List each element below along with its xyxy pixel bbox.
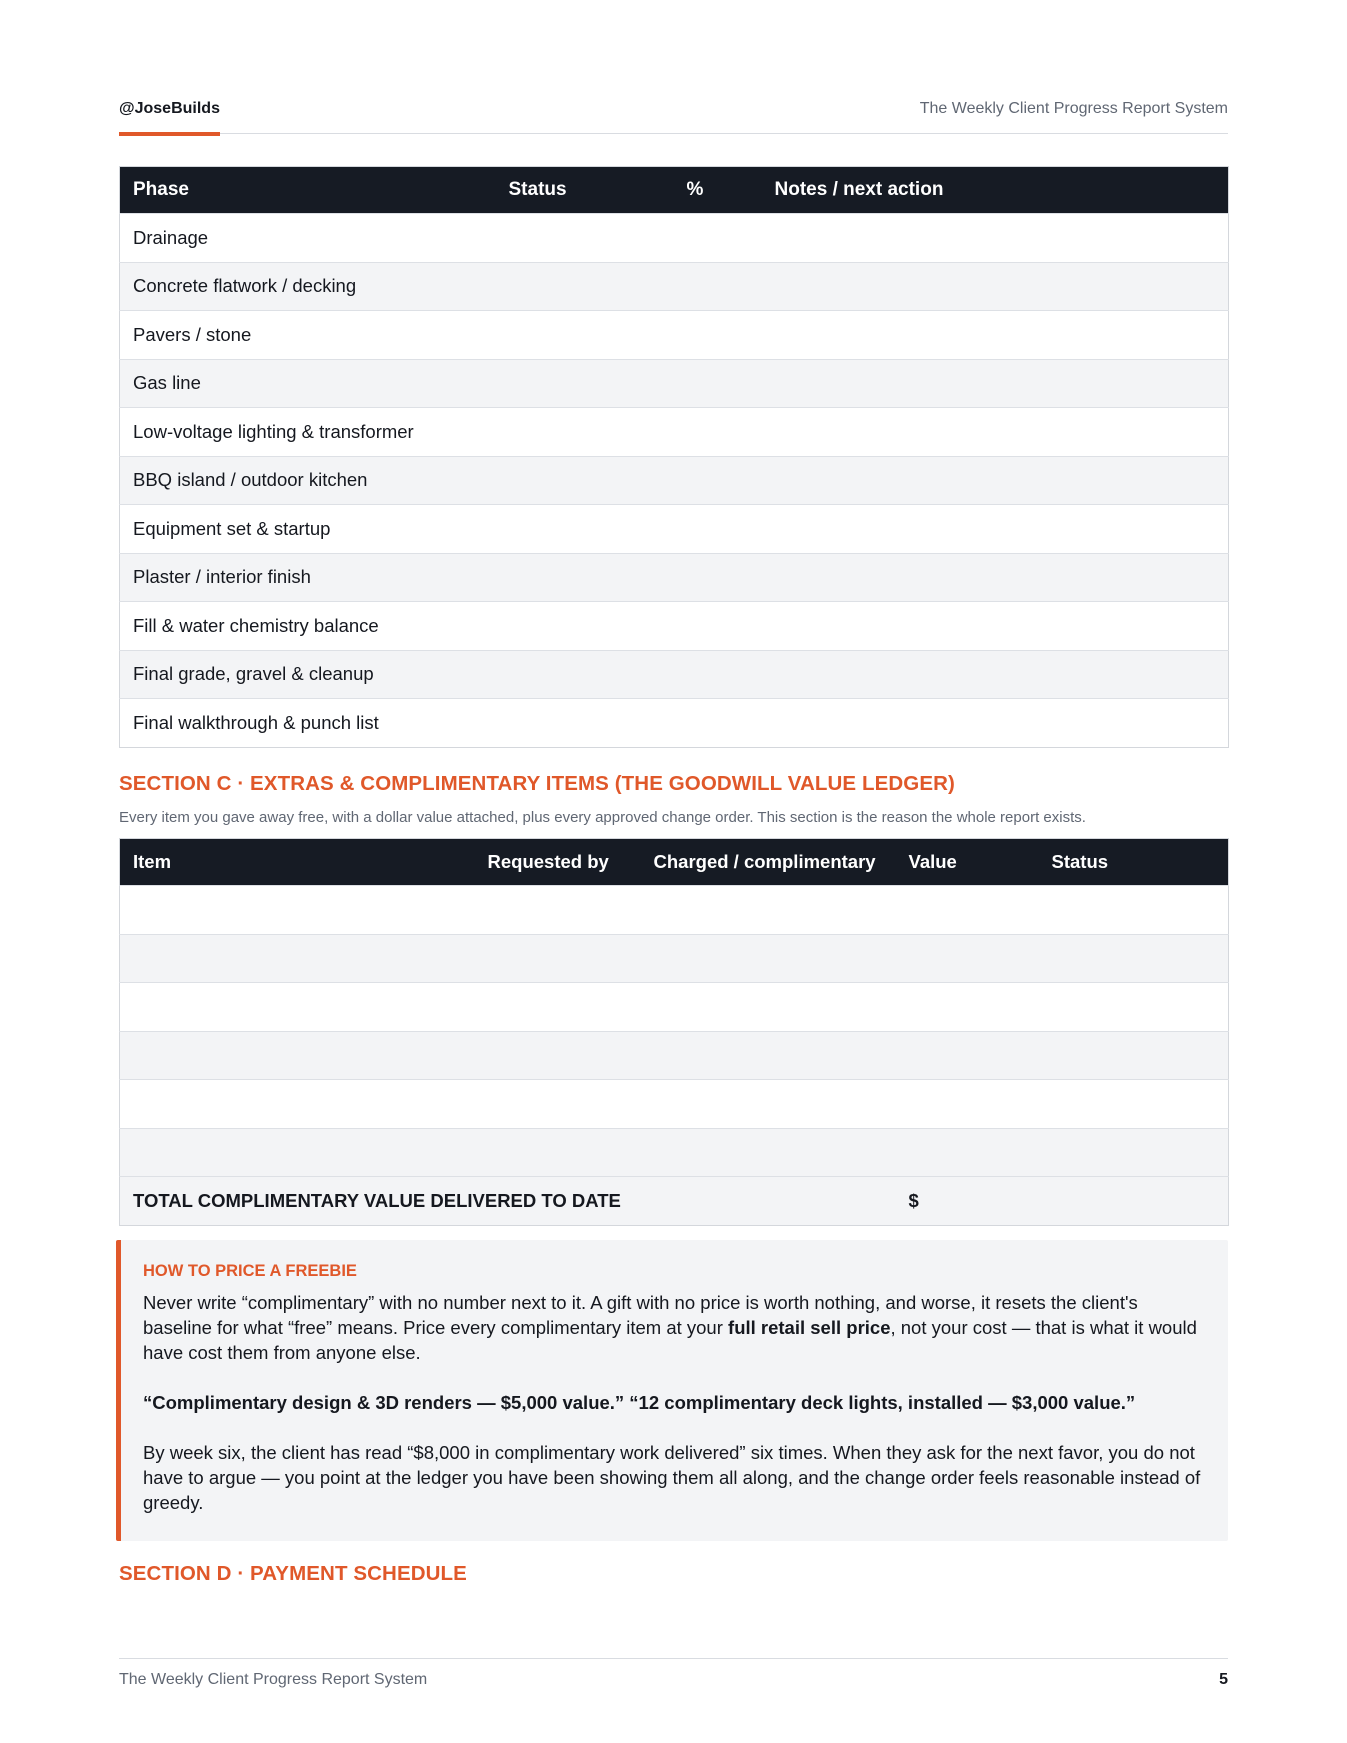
table-row [120,505,1229,554]
status-cell[interactable] [1039,1080,1229,1129]
charged-cell[interactable] [641,1128,896,1177]
table-row [120,262,1229,311]
table-row [120,602,1229,651]
notes-cell[interactable] [762,456,1229,505]
percent-cell[interactable] [674,602,762,651]
status-cell[interactable] [496,262,674,311]
notes-cell[interactable] [762,602,1229,651]
item-cell[interactable] [120,1128,475,1177]
section-c-subtitle: Every item you gave away free, with a dollar value attached, plus every approved change order. This section is the reason the whole report exists. [119,809,1086,826]
notes-cell[interactable] [762,311,1229,360]
table-row [120,1080,1229,1129]
notes-cell[interactable] [762,553,1229,602]
notes-cell[interactable] [762,214,1229,263]
column-header-item: Item [120,839,475,886]
page-header [119,100,1228,134]
charged-cell[interactable] [641,1031,896,1080]
requested-by-cell[interactable] [475,1031,641,1080]
status-cell[interactable] [1039,1031,1229,1080]
total-value[interactable]: $ [896,1177,1039,1226]
percent-cell[interactable] [674,505,762,554]
percent-cell[interactable] [674,311,762,360]
charged-cell[interactable] [641,934,896,983]
phase-cell: Drainage [120,214,496,263]
table-row [120,311,1229,360]
column-header-phase: Phase [120,167,496,214]
table-row [120,983,1229,1032]
item-cell[interactable] [120,886,475,935]
phase-cell: Concrete flatwork / decking [120,262,496,311]
table-row [120,650,1229,699]
value-cell[interactable] [896,1031,1039,1080]
callout-title: HOW TO PRICE A FREEBIE [143,1262,357,1280]
value-cell[interactable] [896,983,1039,1032]
requested-by-cell[interactable] [475,934,641,983]
phase-progress-table [119,166,1229,748]
callout-emphasis: full retail sell price [728,1317,891,1338]
section-c-heading: SECTION C · EXTRAS & COMPLIMENTARY ITEMS (THE GOODWILL VALUE LEDGER) [119,772,955,795]
callout-paragraph-1 [143,1290,1204,1365]
phase-cell: Final walkthrough & punch list [120,699,496,748]
page-footer [119,1658,1228,1698]
percent-cell[interactable] [674,214,762,263]
percent-cell[interactable] [674,408,762,457]
item-cell[interactable] [120,1031,475,1080]
section-d-heading: SECTION D · PAYMENT SCHEDULE [119,1562,467,1585]
phase-cell: Final grade, gravel & cleanup [120,650,496,699]
status-cell[interactable] [496,602,674,651]
status-cell[interactable] [1039,1128,1229,1177]
charged-cell[interactable] [641,983,896,1032]
item-cell[interactable] [120,983,475,1032]
percent-cell[interactable] [674,262,762,311]
table-row [120,359,1229,408]
callout-paragraph-2 [143,1390,1204,1415]
percent-cell[interactable] [674,553,762,602]
total-row [120,1177,1229,1226]
notes-cell[interactable] [762,505,1229,554]
item-cell[interactable] [120,1080,475,1129]
status-cell[interactable] [496,214,674,263]
notes-cell[interactable] [762,650,1229,699]
total-label: TOTAL COMPLIMENTARY VALUE DELIVERED TO DATE [120,1177,896,1226]
status-cell[interactable] [496,456,674,505]
brand-accent-bar [119,132,220,136]
percent-cell[interactable] [674,359,762,408]
notes-cell[interactable] [762,262,1229,311]
phase-cell: Fill & water chemistry balance [120,602,496,651]
phase-cell: Equipment set & startup [120,505,496,554]
requested-by-cell[interactable] [475,1128,641,1177]
table-row [120,699,1229,748]
notes-cell[interactable] [762,359,1229,408]
table-row [120,934,1229,983]
phase-cell: Low-voltage lighting & transformer [120,408,496,457]
total-status-cell [1039,1177,1229,1226]
percent-cell[interactable] [674,699,762,748]
phase-cell: Gas line [120,359,496,408]
callout-text: , not your cost — that is what it would have cost them from anyone else. [143,1317,1197,1363]
column-header-status: Status [496,167,674,214]
status-cell[interactable] [1039,934,1229,983]
callout-paragraph-3: By week six, the client has read “$8,000 in complimentary work delivered” six times. When they ask for the next favor, you do not have to argue — you point at the ledger you have been showing them all along, and the change order feels reasonable instead of greedy. [143,1442,1201,1513]
table-row [120,408,1229,457]
status-cell[interactable] [496,650,674,699]
percent-cell[interactable] [674,456,762,505]
requested-by-cell[interactable] [475,886,641,935]
status-cell[interactable] [496,311,674,360]
status-cell[interactable] [496,359,674,408]
requested-by-cell[interactable] [475,983,641,1032]
phase-cell: Pavers / stone [120,311,496,360]
table-row [120,1128,1229,1177]
page-number: 5 [1219,1671,1228,1688]
status-cell[interactable] [1039,886,1229,935]
column-header-value: Value [896,839,1039,886]
table-header-row [120,839,1229,886]
table-header-row [120,167,1229,214]
header-document-title: The Weekly Client Progress Report System [919,100,1228,117]
item-cell[interactable] [120,934,475,983]
footer-document-title: The Weekly Client Progress Report System [119,1671,428,1688]
status-cell[interactable] [496,553,674,602]
charged-cell[interactable] [641,1080,896,1129]
value-cell[interactable] [896,1080,1039,1129]
status-cell[interactable] [496,408,674,457]
requested-by-cell[interactable] [475,1080,641,1129]
phase-cell: BBQ island / outdoor kitchen [120,456,496,505]
table-row [120,456,1229,505]
table-row [120,886,1229,935]
column-header-charged-complimentary: Charged / complimentary [641,839,896,886]
column-header-notes: Notes / next action [762,167,1229,214]
notes-cell[interactable] [762,408,1229,457]
pricing-callout-box [116,1240,1228,1541]
table-row [120,1031,1229,1080]
brand-handle: @JoseBuilds [119,100,220,117]
percent-cell[interactable] [674,650,762,699]
value-cell[interactable] [896,886,1039,935]
value-cell[interactable] [896,934,1039,983]
table-row [120,553,1229,602]
phase-cell: Plaster / interior finish [120,553,496,602]
callout-example-quote: “Complimentary design & 3D renders — $5,000 value.” “12 complimentary deck lights, installed — $3,000 value.” [143,1392,1136,1413]
status-cell[interactable] [1039,983,1229,1032]
goodwill-ledger-table [119,838,1229,1226]
status-cell[interactable] [496,505,674,554]
charged-cell[interactable] [641,886,896,935]
column-header-status: Status [1039,839,1229,886]
column-header-percent: % [674,167,762,214]
status-cell[interactable] [496,699,674,748]
callout-text: Never write “complimentary” with no number next to it. A gift with no price is worth nothing, and worse, it resets the client's baseline for what “free” means. Price every complimentary item at your [143,1292,1138,1338]
table-row [120,214,1229,263]
notes-cell[interactable] [762,699,1229,748]
column-header-requested-by: Requested by [475,839,641,886]
value-cell[interactable] [896,1128,1039,1177]
